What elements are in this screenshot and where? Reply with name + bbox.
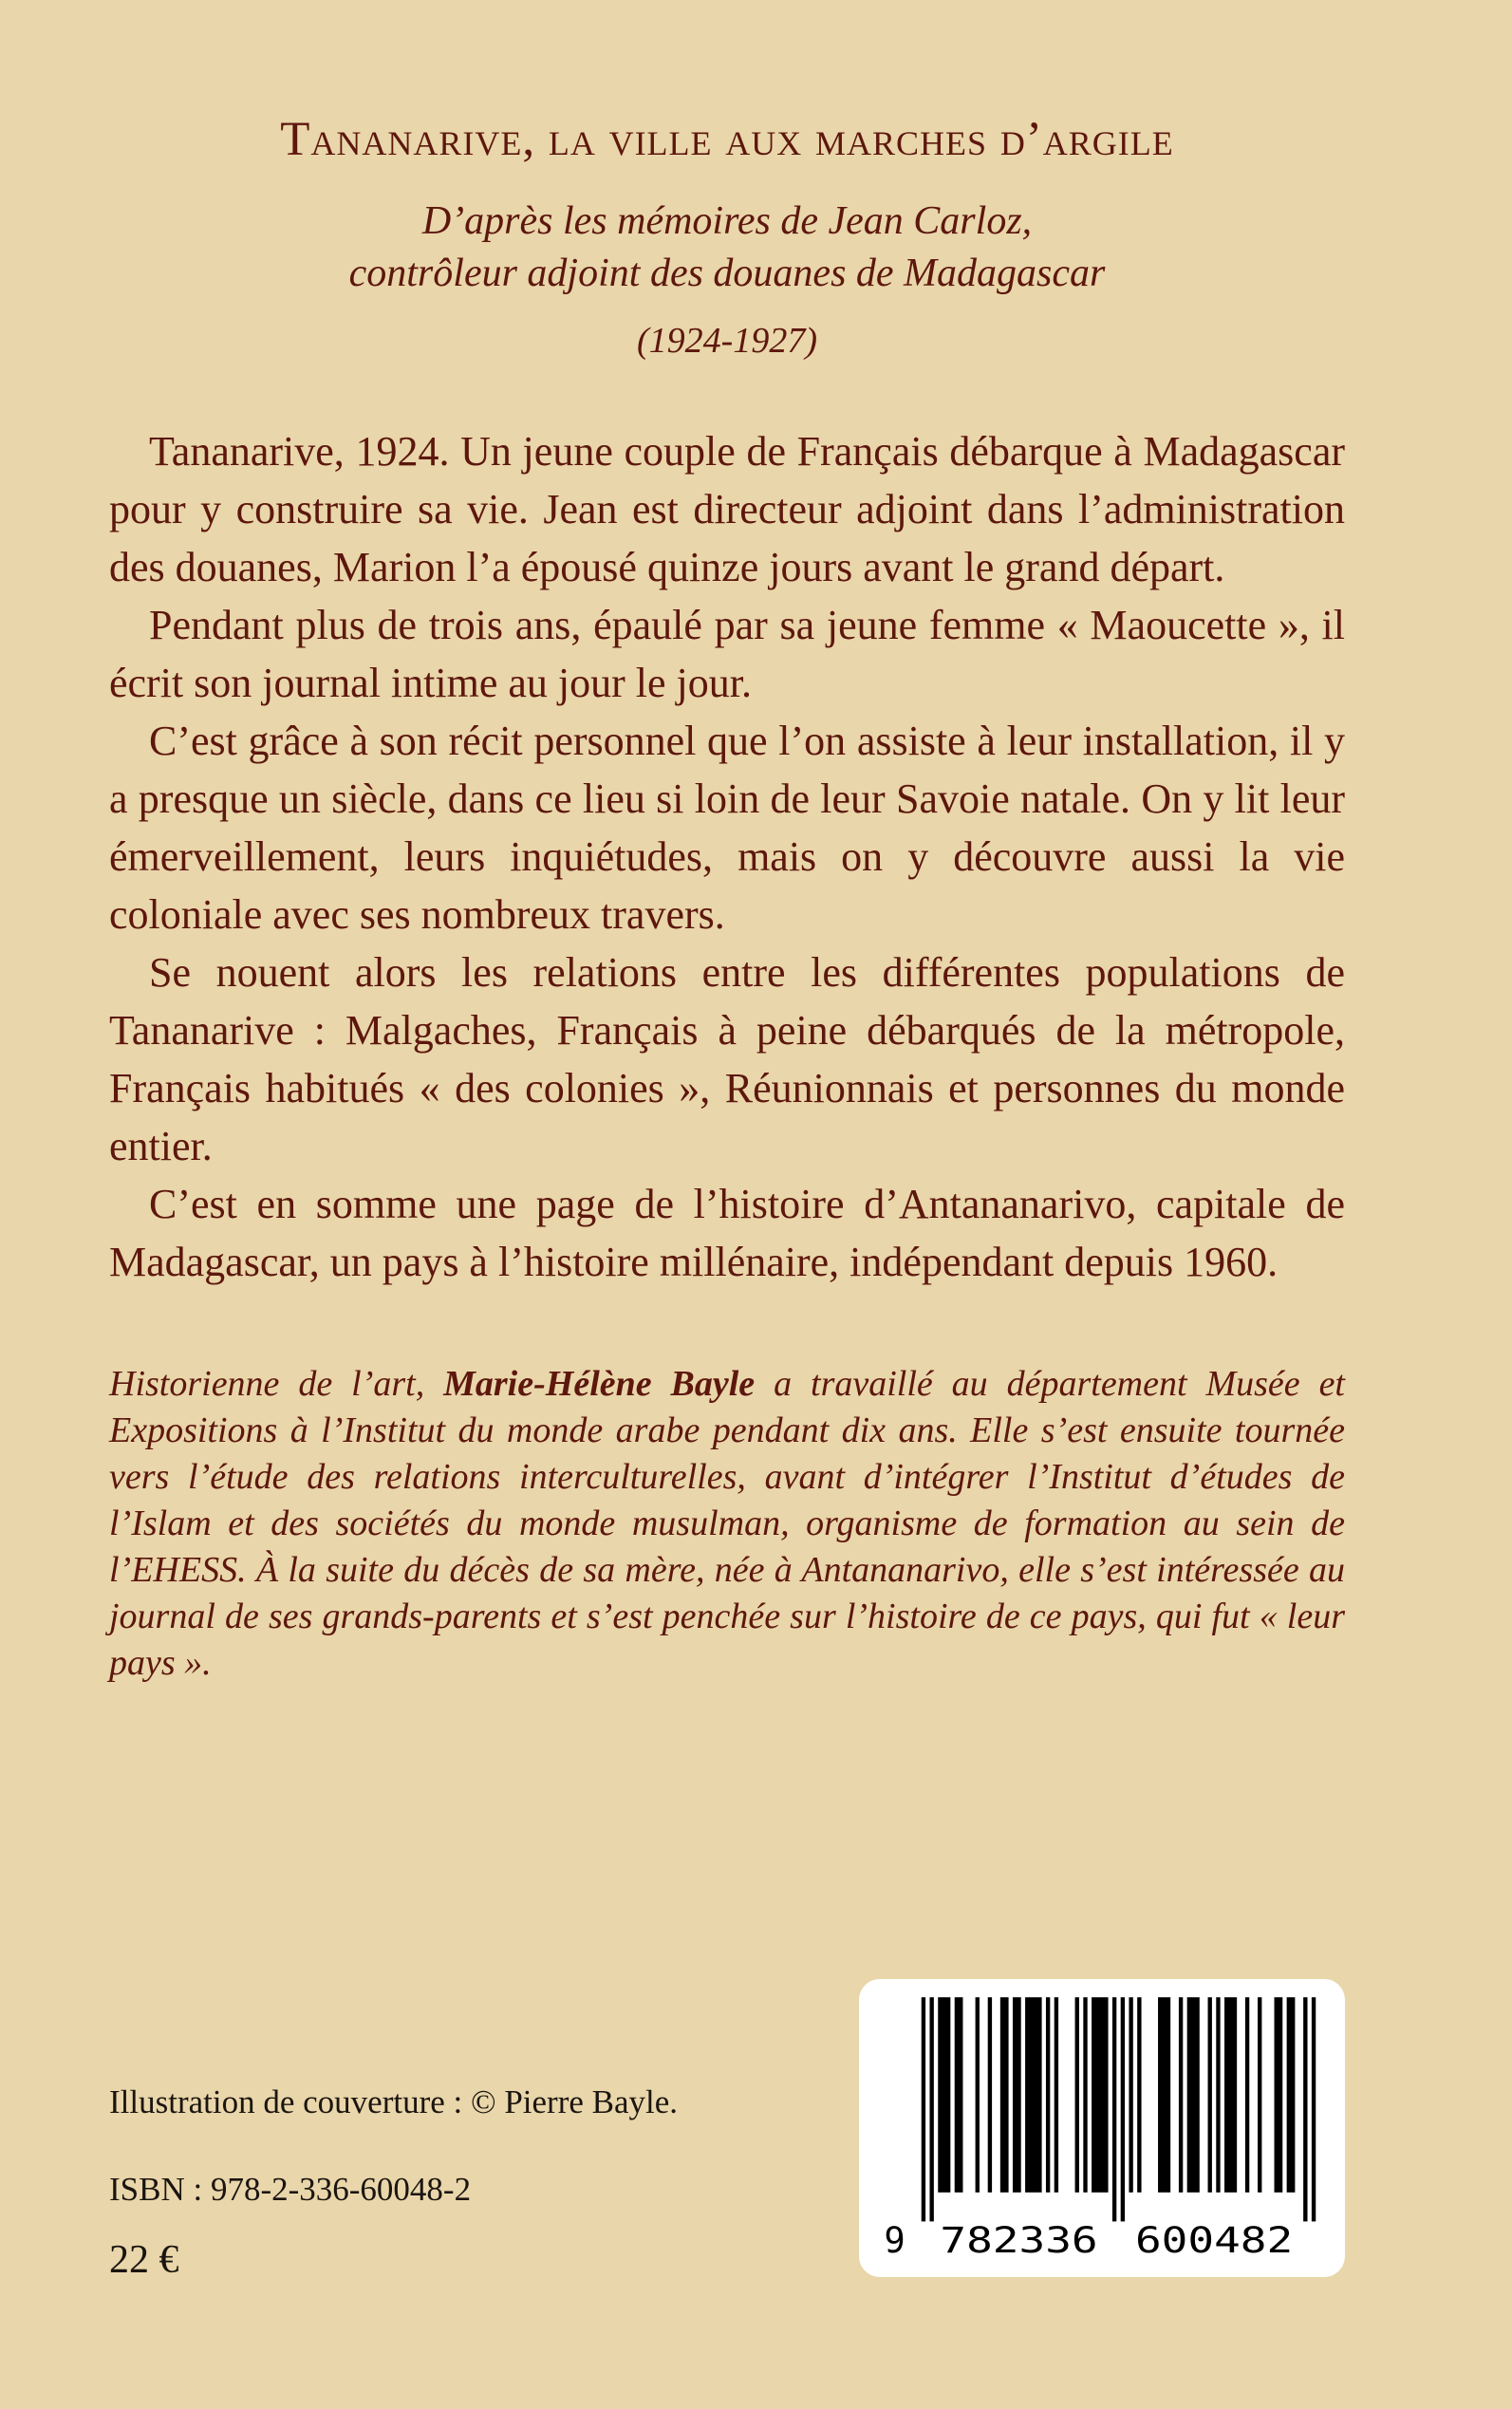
author-bio bbox=[109, 1361, 1345, 1687]
illustration-credit: Illustration de couverture : © Pierre Bayle. bbox=[109, 2083, 679, 2120]
barcode-digits: 9 bbox=[884, 2219, 905, 2259]
barcode-digits: 600482 bbox=[1134, 2219, 1294, 2259]
subtitle-line-2: contrôleur adjoint des douanes de Madagascar bbox=[348, 252, 1106, 296]
synopsis-paragraph-1: Tananarive, 1924. Un jeune couple de Français débarque à Madagascar pour y construire sa vie. Jean est directeur adjoint dans l’administration des douanes, Marion l’a épousé quinze jours avant le grand départ. bbox=[109, 427, 1345, 590]
publication-years: (1924-1927) bbox=[637, 320, 817, 361]
synopsis-paragraph-2: Pendant plus de trois ans, épaulé par sa jeune femme « Maoucette », il écrit son journal intime au jour le jour. bbox=[109, 601, 1345, 706]
book-title: Tananarive, la ville aux marches d’argile bbox=[280, 113, 1174, 166]
synopsis-paragraph-3: C’est grâce à son récit personnel que l’on assiste à leur installation, il y a presque un siècle, dans ce lieu si loin de leur Savoie natale. On y lit leur émerveillement, leurs inquiétudes, mais on y découvre aussi la vie coloniale avec ses nombreux travers. bbox=[109, 717, 1345, 938]
book-subtitle bbox=[109, 196, 1345, 301]
synopsis-paragraph-5: C’est en somme une page de l’histoire d’Antananarivo, capitale de Madagascar, un pays à l’histoire millénaire, indépendant depuis 1960. bbox=[109, 1180, 1345, 1285]
bio-prefix: Historienne de l’art, bbox=[109, 1363, 444, 1404]
synopsis bbox=[109, 422, 1345, 1291]
isbn-text: ISBN : 978-2-336-60048-2 bbox=[109, 2171, 472, 2208]
footer-block bbox=[109, 2083, 678, 2283]
bio-author-name: Marie-Hélène Bayle bbox=[443, 1363, 756, 1404]
barcode-digits: 782336 bbox=[940, 2219, 1098, 2259]
bio-text: a travaillé au département Musée et Expositions à l’Institut du monde arabe pendant dix ans. Elle s’est ensuite tournée vers l’étude des relations interculturelles, avant d’intégrer l’Institut d’études de l’Islam et des sociétés du monde musulman, organisme de formation au sein de l’EHESS. À la suite du décès de sa mère, née à Antananarivo, elle s’est intéressée au journal de ses grands-parents et s’est penchée sur l’histoire de ce pays, qui fut « leur pays ». bbox=[109, 1363, 1345, 1683]
synopsis-paragraph-4: Se nouent alors les relations entre les différentes populations de Tananarive : Malgaches, Français à peine débarqués de la métropole, Français habitués « des colonies », Réunionnais et personnes du monde entier. bbox=[109, 948, 1345, 1169]
ean13-barcode bbox=[880, 1997, 1324, 2259]
subtitle-line-1: D’après les mémoires de Jean Carloz, bbox=[421, 199, 1033, 243]
price-text: 22 € bbox=[109, 2238, 179, 2282]
barcode-panel bbox=[859, 1979, 1345, 2277]
